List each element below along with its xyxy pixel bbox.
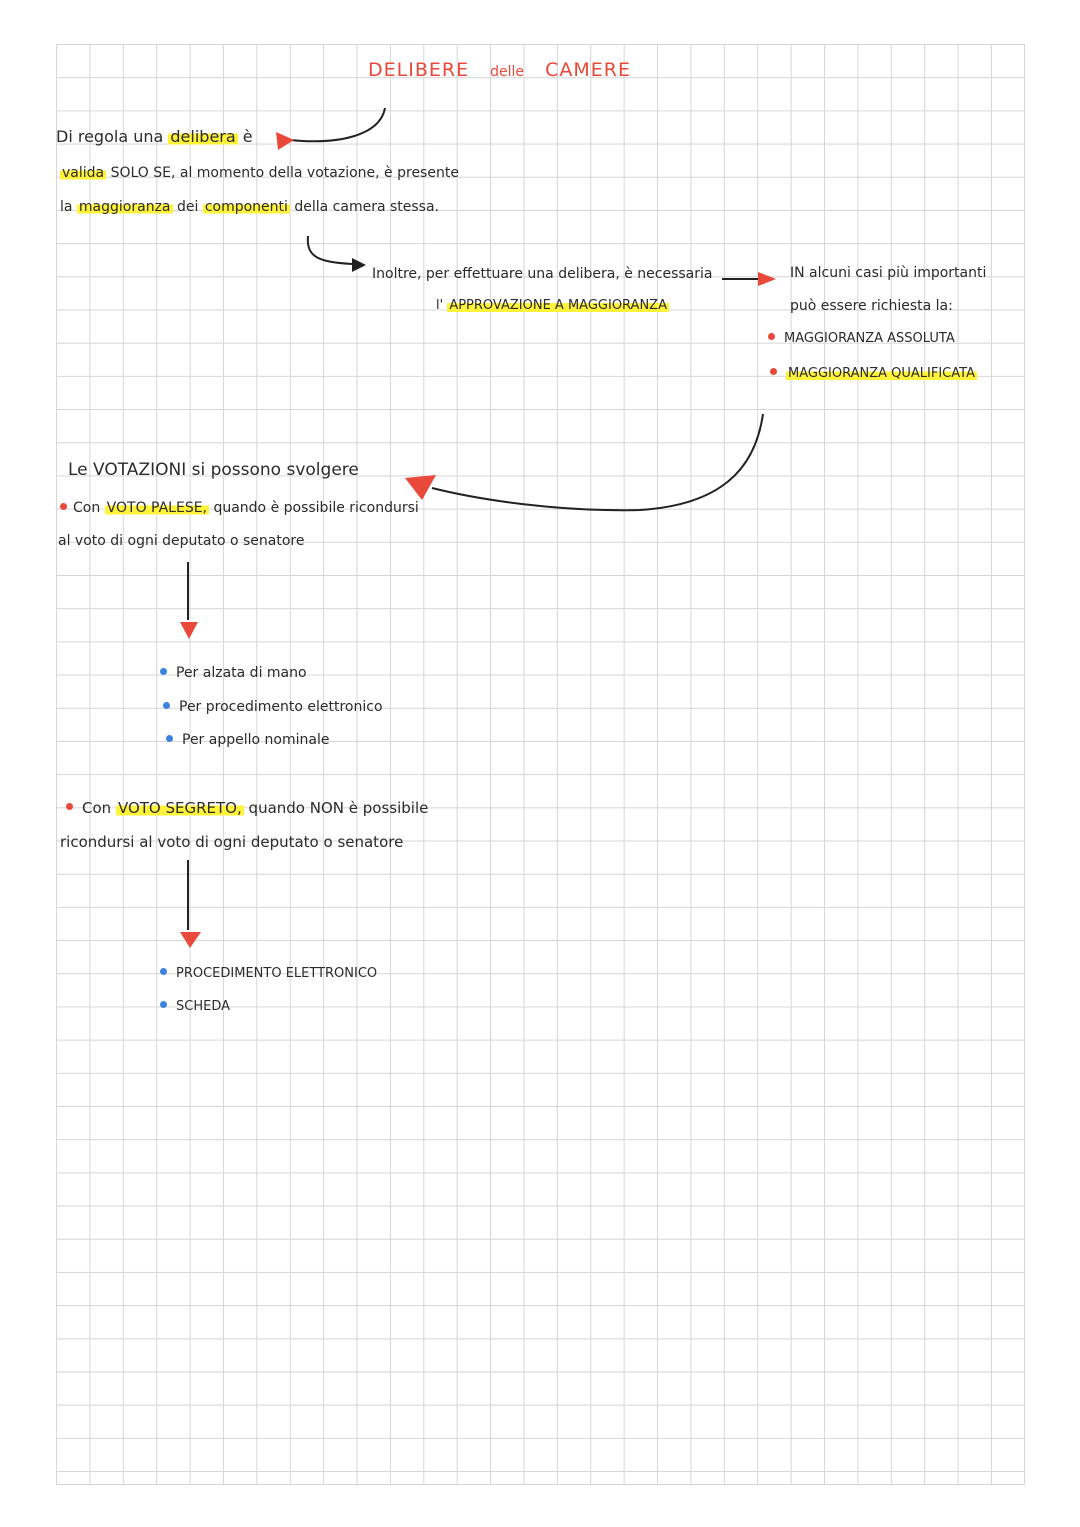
title-part3: CAMERE xyxy=(545,59,631,81)
secret-item-1 xyxy=(160,967,377,982)
arrow-head-votazioni xyxy=(405,475,436,500)
secret-vote-highlight: VOTO SEGRETO, xyxy=(117,799,242,817)
open-item-3 xyxy=(166,732,329,748)
open-item-2-label: Per procedimento elettronico xyxy=(179,699,383,715)
bullet-red-icon xyxy=(770,368,777,375)
bullet-blue-icon xyxy=(163,702,170,709)
bullet-blue-icon xyxy=(160,668,167,675)
special-item-2 xyxy=(770,367,977,382)
special-item-2-label: MAGGIORANZA QUALIFICATA xyxy=(788,366,975,381)
open-vote-highlight: VOTO PALESE, xyxy=(106,500,207,516)
bullet-red-icon xyxy=(60,503,67,510)
intro-line3-pre: la xyxy=(60,199,73,215)
intro-line3-highlight1: maggioranza xyxy=(78,199,171,215)
secret-item-1-label: PROCEDIMENTO ELETTRONICO xyxy=(176,966,378,981)
intro-line1-highlight: delibera xyxy=(170,127,236,146)
approval-line2 xyxy=(436,299,669,314)
secret-vote-line1 xyxy=(66,800,428,817)
intro-line2 xyxy=(60,165,459,181)
bullet-red-icon xyxy=(768,333,775,340)
title-part2: delle xyxy=(490,64,525,80)
open-vote-post: quando è possibile ricondursi xyxy=(213,500,419,516)
arrow-head-intro xyxy=(276,132,294,150)
arrow-head-open xyxy=(180,622,198,639)
open-item-1-label: Per alzata di mano xyxy=(176,665,307,681)
bullet-blue-icon xyxy=(160,1001,167,1008)
special-line1: IN alcuni casi più importanti xyxy=(790,265,987,281)
arrow-head-approval xyxy=(352,258,366,272)
intro-line3-post: della camera stessa. xyxy=(294,199,439,215)
secret-item-2 xyxy=(160,1000,230,1015)
page-title xyxy=(368,60,631,82)
special-item-1-label: MAGGIORANZA ASSOLUTA xyxy=(784,331,955,346)
arrow-head-special xyxy=(758,272,776,286)
title-part1: DELIBERE xyxy=(368,59,470,81)
intro-line3-mid: dei xyxy=(176,199,199,215)
intro-line2-post: SOLO SE, al momento della votazione, è presente xyxy=(110,165,459,181)
open-item-3-label: Per appello nominale xyxy=(182,732,330,748)
secret-vote-post: quando NON è possibile xyxy=(248,799,429,817)
intro-line3 xyxy=(60,199,439,215)
special-item-1 xyxy=(768,332,955,347)
open-vote-line2: al voto di ogni deputato o senatore xyxy=(58,533,305,549)
bullet-blue-icon xyxy=(166,735,173,742)
arrow-intro-to-approval xyxy=(308,236,352,264)
secret-vote-pre: Con xyxy=(82,799,112,817)
secret-vote-line2: ricondursi al voto di ogni deputato o senatore xyxy=(60,833,404,851)
secret-item-2-label: SCHEDA xyxy=(176,999,230,1014)
intro-line1 xyxy=(56,128,253,146)
intro-line1-pre: Di regola una xyxy=(56,127,164,146)
intro-line2-highlight: valida xyxy=(62,165,105,181)
arrow-special-to-votazioni xyxy=(432,414,763,510)
bullet-blue-icon xyxy=(160,968,167,975)
open-vote-pre: Con xyxy=(73,500,101,516)
arrow-title-to-intro xyxy=(290,108,385,141)
approval-line2-highlight: APPROVAZIONE A MAGGIORANZA xyxy=(449,298,667,313)
special-line2: può essere richiesta la: xyxy=(790,298,953,314)
arrow-head-secret xyxy=(180,932,201,948)
intro-line1-post: è xyxy=(242,127,253,146)
open-vote-line1 xyxy=(60,500,419,516)
intro-line3-highlight2: componenti xyxy=(204,199,288,215)
approval-line2-pre: l' xyxy=(436,298,444,313)
bullet-red-icon xyxy=(66,803,73,810)
votazioni-heading: Le VOTAZIONI si possono svolgere xyxy=(68,460,359,480)
open-item-1 xyxy=(160,665,307,681)
approval-line1: Inoltre, per effettuare una delibera, è necessaria xyxy=(372,266,713,282)
open-item-2 xyxy=(163,699,383,715)
